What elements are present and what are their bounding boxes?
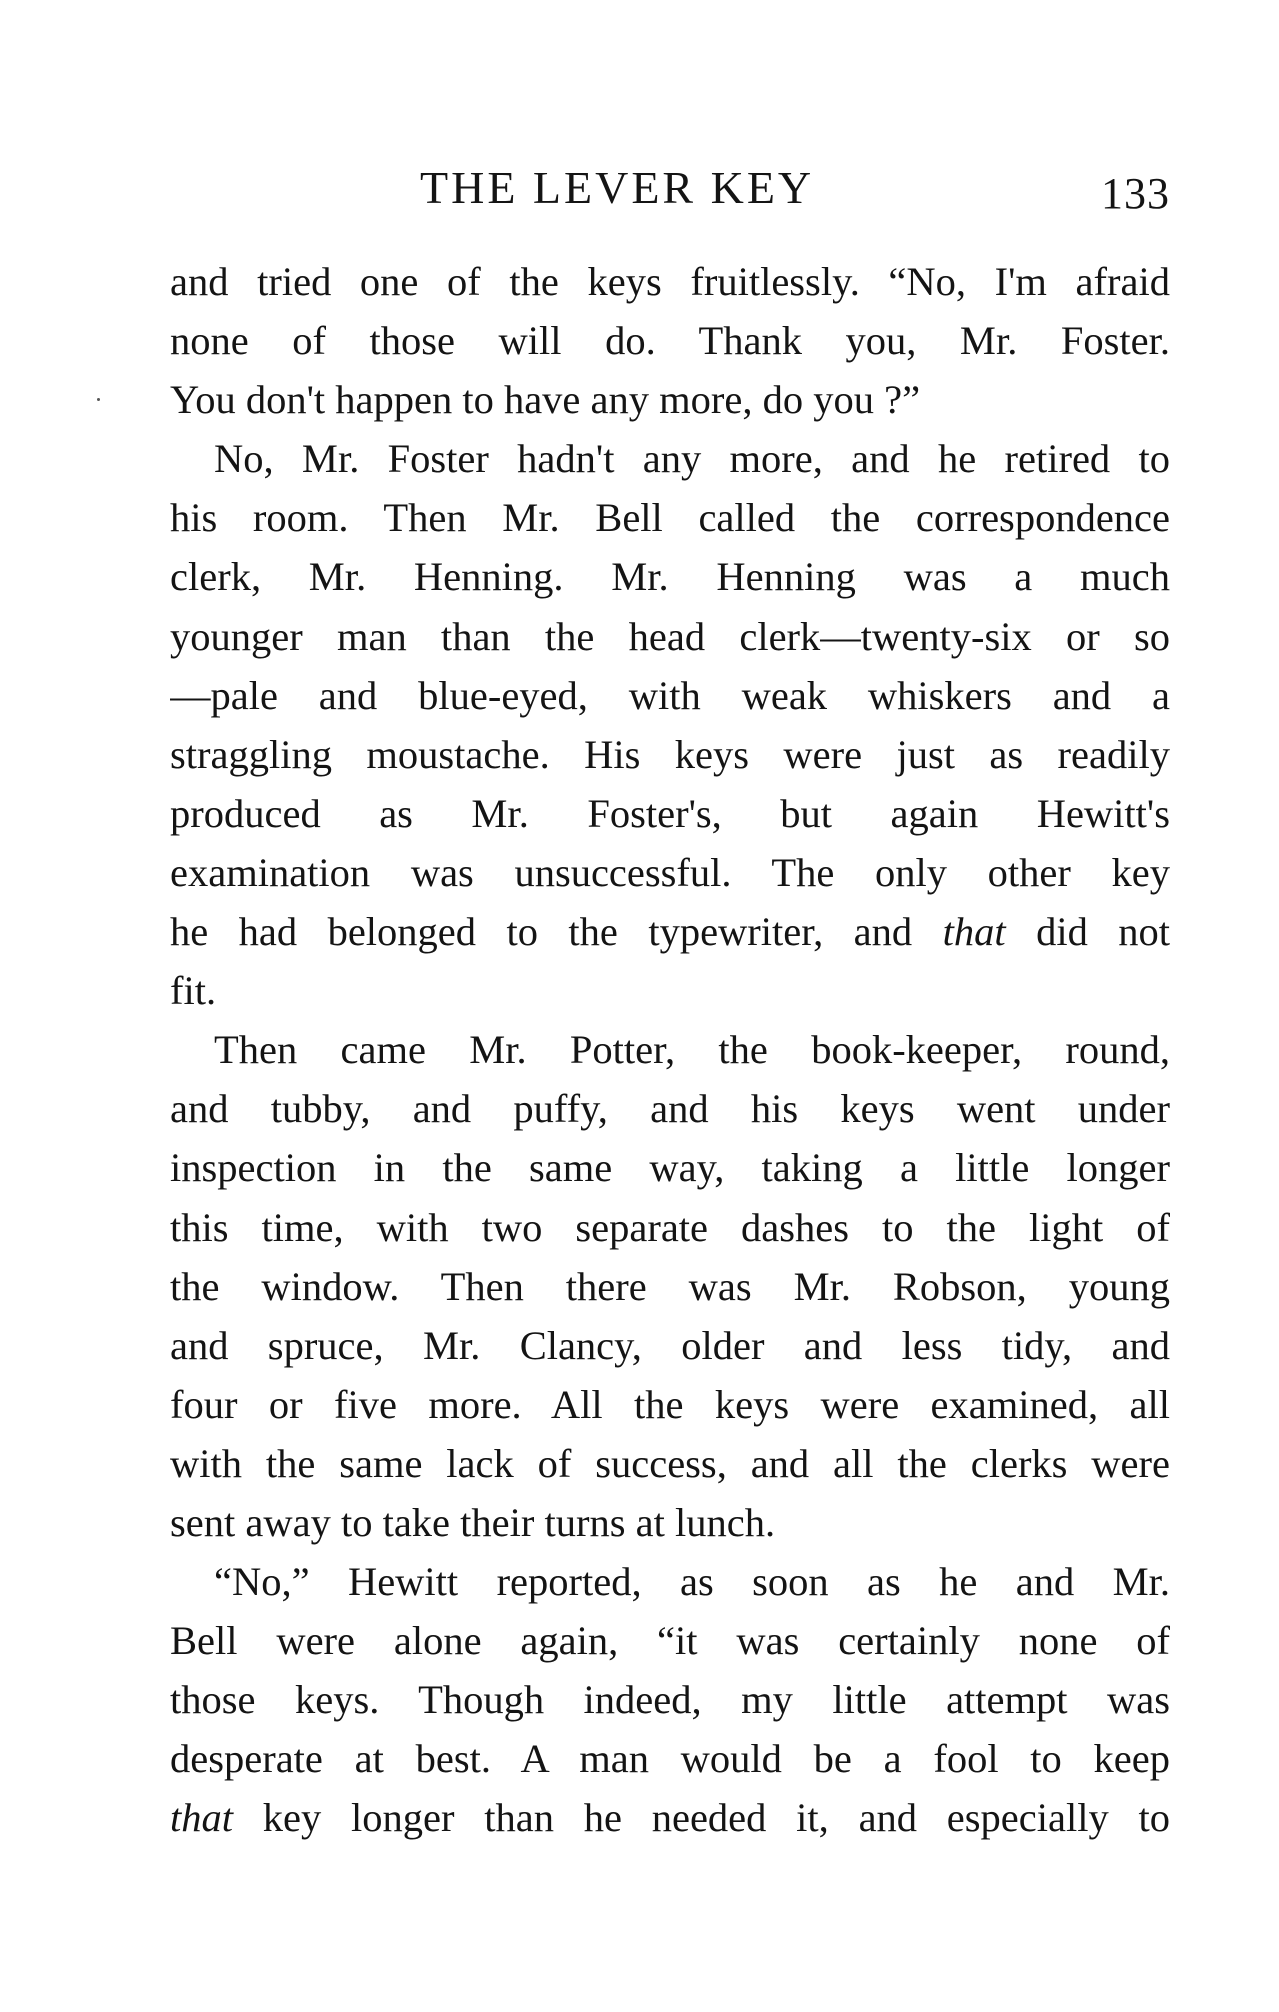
text-line: produced as Mr. Foster's, but again Hewitt's (170, 790, 1170, 836)
text-line: and tubby, and puffy, and his keys went under (170, 1086, 1170, 1132)
text-segment: did not (1036, 909, 1170, 955)
page-number: 133 (1101, 169, 1170, 218)
text-line: Then came Mr. Potter, the book-keeper, round, (214, 1027, 1170, 1073)
text-line: —pale and blue-eyed, with weak whiskers and a (170, 672, 1170, 718)
paragraph-3 (170, 1020, 1170, 1552)
paragraph-2 (170, 429, 1170, 1020)
text-line: You don't happen to have any more, do you ?” (170, 377, 921, 423)
running-head (170, 158, 1170, 218)
text-line: “No,” Hewitt reported, as soon as he and Mr. (214, 1559, 1170, 1605)
text-line: and tried one of the keys fruitlessly. “No, I'm afraid (170, 259, 1170, 304)
text-line: Bell were alone again, “it was certainly none of (170, 1618, 1170, 1664)
text-line: straggling moustache. His keys were just as readily (170, 731, 1170, 777)
text-line-mixed (170, 1788, 1170, 1847)
paragraph-1 (170, 252, 1170, 429)
margin-speck (97, 398, 100, 401)
running-title: THE LEVER KEY (420, 162, 815, 213)
text-line: desperate at best. A man would be a fool to keep (170, 1736, 1170, 1782)
text-line: clerk, Mr. Henning. Mr. Henning was a much (170, 554, 1170, 600)
text-line: those keys. Though indeed, my little attempt was (170, 1677, 1170, 1723)
text-line: examination was unsuccessful. The only other key (170, 849, 1170, 895)
text-line: this time, with two separate dashes to the light of (170, 1204, 1170, 1250)
text-line: inspection in the same way, taking a little longer (170, 1145, 1170, 1191)
text-line: four or five more. All the keys were examined, all (170, 1381, 1170, 1427)
text-line: No, Mr. Foster hadn't any more, and he retired to (214, 436, 1170, 482)
paragraph-4 (170, 1552, 1170, 1847)
text-line-mixed (170, 902, 1170, 961)
text-segment: key longer than he needed it, and especially to (262, 1795, 1170, 1841)
italic-word: that (170, 1795, 234, 1841)
text-line: his room. Then Mr. Bell called the correspondence (170, 495, 1170, 541)
text-line: and spruce, Mr. Clancy, older and less tidy, and (170, 1322, 1170, 1368)
body-text (170, 252, 1170, 1848)
text-line: the window. Then there was Mr. Robson, young (170, 1263, 1170, 1309)
text-line: sent away to take their turns at lunch. (170, 1499, 776, 1545)
text-line: fit. (170, 968, 217, 1014)
text-line: younger man than the head clerk—twenty-six or so (170, 613, 1170, 659)
text-line: with the same lack of success, and all the clerks were (170, 1440, 1170, 1486)
italic-word: that (942, 909, 1006, 955)
text-line: none of those will do. Thank you, Mr. Foster. (170, 318, 1170, 364)
text-segment: he had belonged to the typewriter, and (170, 909, 913, 955)
